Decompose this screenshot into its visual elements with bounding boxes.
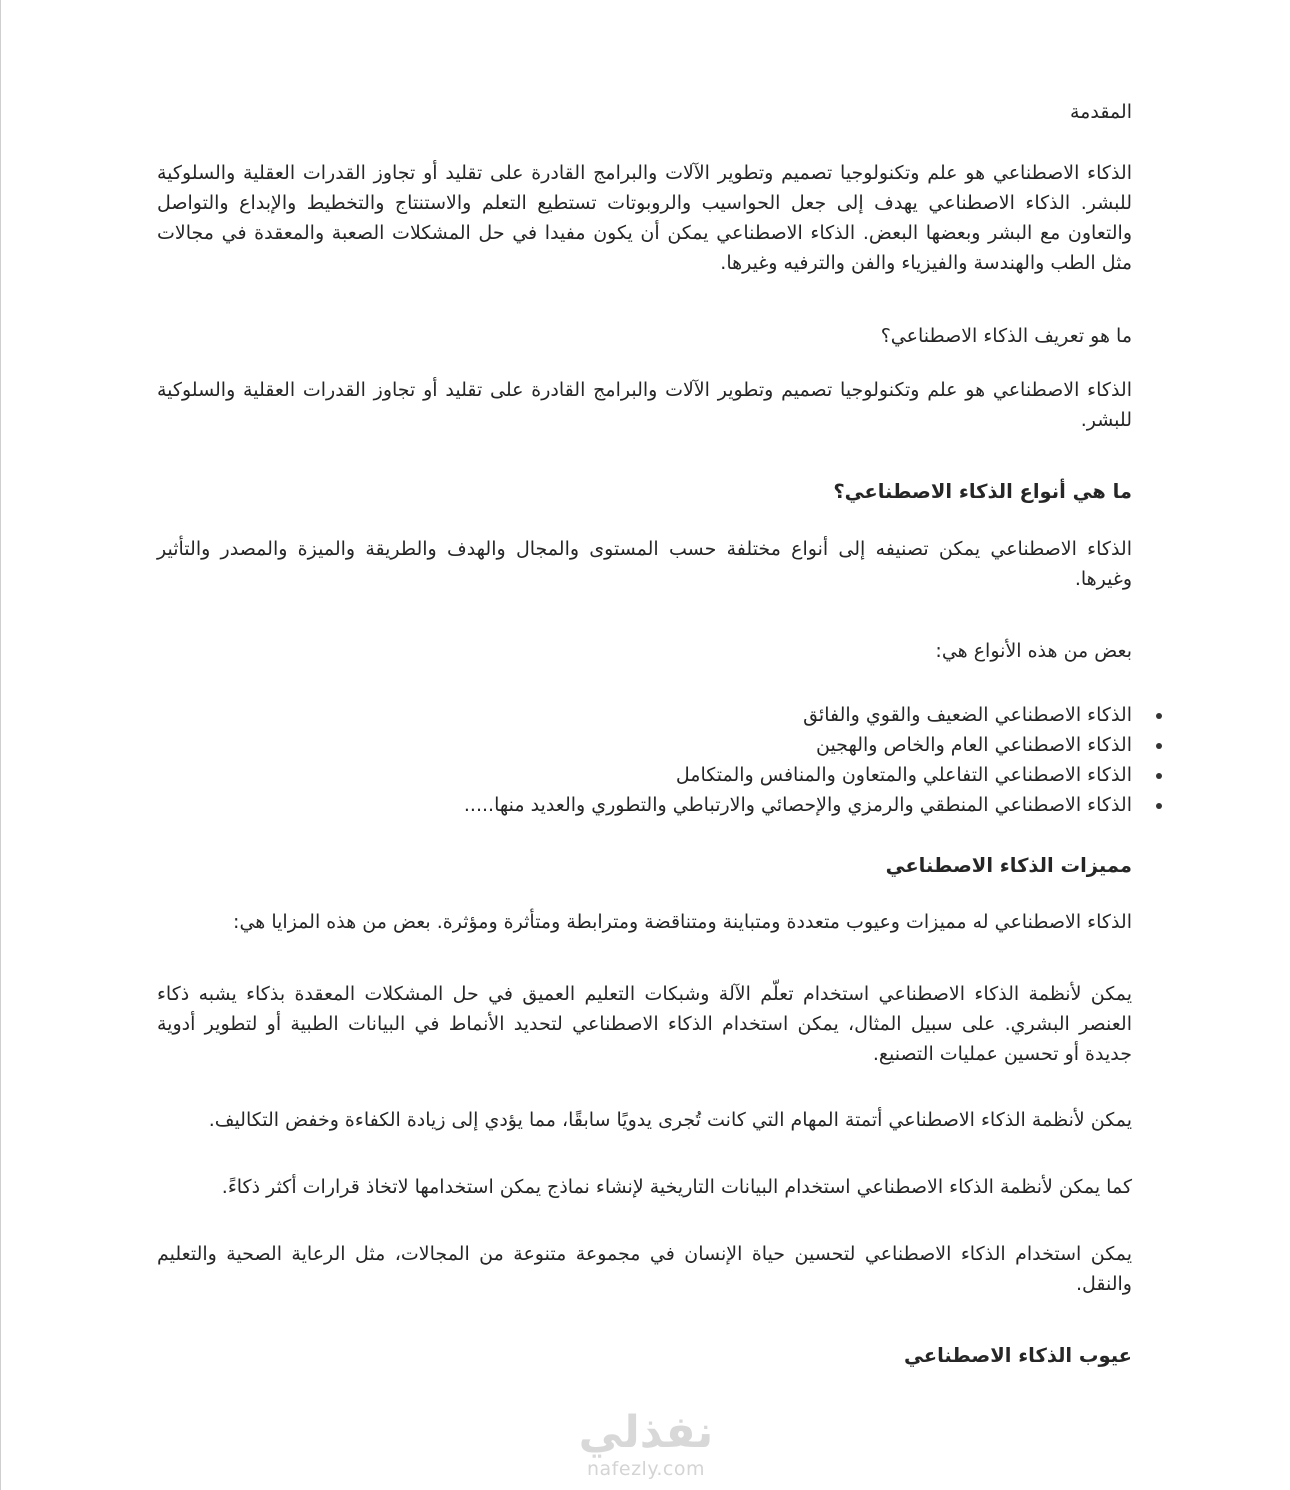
definition-paragraph: الذكاء الاصطناعي هو علم وتكنولوجيا تصميم وتطوير الآلات والبرامج القادرة على تقليد أو تجاوز القدرات العقلية والسلوكية للبشر. bbox=[157, 379, 1132, 431]
watermark-logo bbox=[566, 1408, 726, 1488]
advantages-heading: مميزات الذكاء الاصطناعي bbox=[885, 854, 1132, 877]
disadvantages-heading: عيوب الذكاء الاصطناعي bbox=[904, 1344, 1132, 1367]
advantages-paragraph-4: يمكن استخدام الذكاء الاصطناعي لتحسين حياة الإنسان في مجموعة متنوعة من المجالات، مثل الرعاية الصحية والتعليم والنقل. bbox=[157, 1243, 1132, 1295]
list-item: الذكاء الاصطناعي التفاعلي والمتعاون والمنافس والمتكامل bbox=[157, 760, 1132, 790]
watermark-logo-text: نفذلي bbox=[578, 1407, 714, 1458]
list-item: الذكاء الاصطناعي العام والخاص والهجين bbox=[157, 730, 1132, 760]
list-item: الذكاء الاصطناعي المنطقي والرمزي والإحصائي والارتباطي والتطوري والعديد منها..... bbox=[157, 790, 1132, 820]
intro-heading: المقدمة bbox=[1069, 101, 1132, 123]
bullet-icon bbox=[1156, 803, 1162, 809]
types-intro: بعض من هذه الأنواع هي: bbox=[935, 640, 1132, 662]
definition-heading: ما هو تعريف الذكاء الاصطناعي؟ bbox=[880, 325, 1132, 347]
advantages-paragraph-2: يمكن لأنظمة الذكاء الاصطناعي أتمتة المهام التي كانت تُجرى يدويًا سابقًا، مما يؤدي إلى زيادة الكفاءة وخفض التكاليف. bbox=[208, 1109, 1132, 1131]
advantages-paragraph-1: يمكن لأنظمة الذكاء الاصطناعي استخدام تعلّم الآلة وشبكات التعليم العميق في حل المشكلات المعقدة بذكاء يشبه ذكاء العنصر البشري. على سبيل المثال، يمكن استخدام الذكاء الاصطناعي لتحديد الأنماط في البيانات الطبية أو لتطوير أدوية جديدة أو تحسين عمليات التصنيع. bbox=[157, 983, 1132, 1065]
bullet-icon bbox=[1156, 743, 1162, 749]
watermark-site-text: nafezly.com bbox=[587, 1458, 705, 1480]
bullet-icon bbox=[1156, 773, 1162, 779]
types-heading: ما هي أنواع الذكاء الاصطناعي؟ bbox=[833, 480, 1132, 503]
page-edge-line bbox=[0, 0, 1, 1490]
intro-paragraph: الذكاء الاصطناعي هو علم وتكنولوجيا تصميم وتطوير الآلات والبرامج القادرة على تقليد أو تجاوز القدرات العقلية والسلوكية للبشر. الذكاء الاصطناعي يهدف إلى جعل الحواسيب والروبوتات تستطيع التعلم والاستنتاج والتخطيط والإبداع والتواصل والتعاون مع البشر وبعضها البعض. الذكاء الاصطناعي يمكن أن يكون مفيدا في حل المشكلات الصعبة والمعقدة في مجالات مثل الطب والهندسة والفيزياء والفن والترفيه وغيرها. bbox=[157, 162, 1132, 274]
advantages-paragraph-3: كما يمكن لأنظمة الذكاء الاصطناعي استخدام البيانات التاريخية لإنشاء نماذج يمكن استخدامها لاتخاذ قرارات أكثر ذكاءً. bbox=[221, 1176, 1132, 1198]
types-list bbox=[157, 700, 1132, 820]
types-paragraph: الذكاء الاصطناعي يمكن تصنيفه إلى أنواع مختلفة حسب المستوى والمجال والهدف والطريقة والميزة والمصدر والتأثير وغيرها. bbox=[157, 538, 1132, 590]
bullet-icon bbox=[1156, 713, 1162, 719]
advantages-intro: الذكاء الاصطناعي له مميزات وعيوب متعددة ومتباينة ومتناقضة ومترابطة ومتأثرة ومؤثرة. بعض من هذه المزايا هي: bbox=[233, 911, 1132, 933]
list-item: الذكاء الاصطناعي الضعيف والقوي والفائق bbox=[157, 700, 1132, 730]
